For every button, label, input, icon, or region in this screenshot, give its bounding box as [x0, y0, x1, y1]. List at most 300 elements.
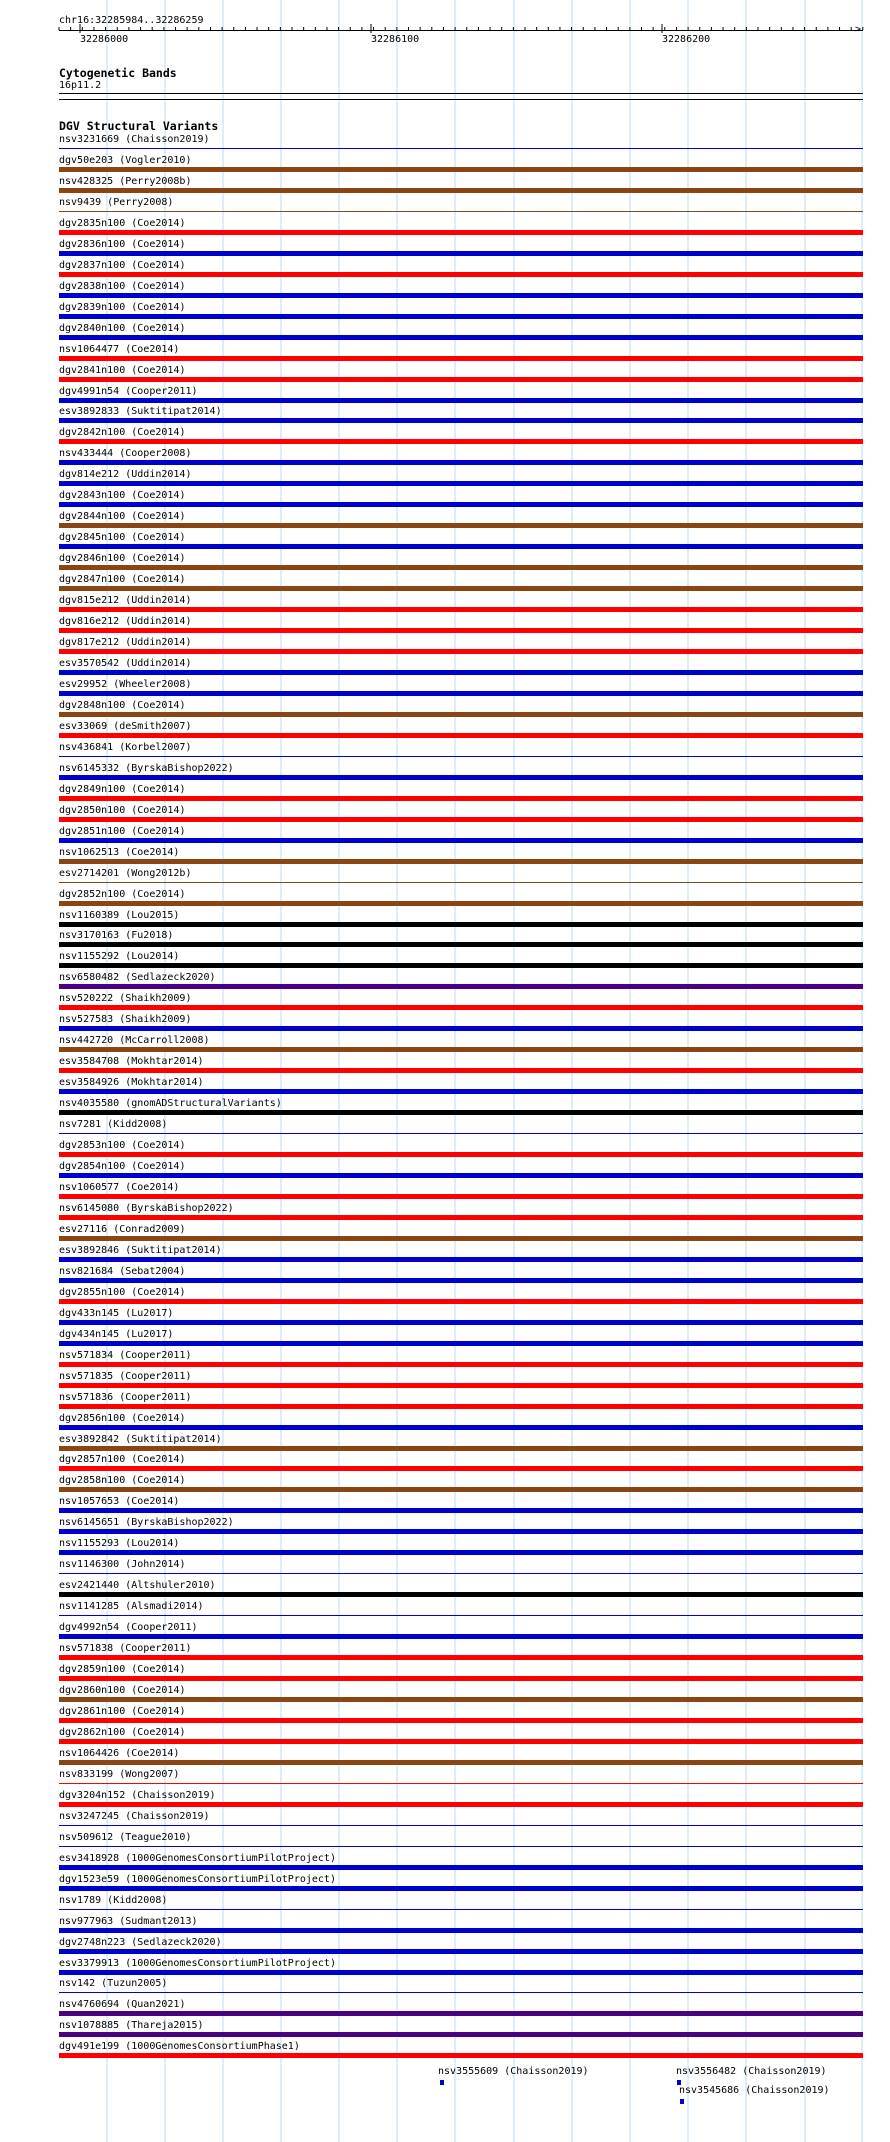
- variant-label[interactable]: [59, 427, 185, 439]
- paren-open: (: [119, 1999, 132, 2011]
- variant-bar[interactable]: [59, 1299, 863, 1304]
- variant-id: nsv571834: [59, 1349, 114, 1361]
- variant-label[interactable]: [59, 972, 216, 984]
- variant-label[interactable]: [59, 1559, 185, 1571]
- variant-label[interactable]: [59, 386, 198, 398]
- paren-close: ): [185, 867, 192, 879]
- variant-bar[interactable]: [59, 1257, 863, 1262]
- variant-label[interactable]: [59, 1224, 185, 1236]
- paren-open: (: [125, 574, 138, 586]
- variant-id: dgv2857n100: [59, 1454, 126, 1466]
- variant-label[interactable]: [59, 406, 222, 418]
- cytoband-bar[interactable]: [59, 93, 863, 94]
- variant-id: nsv6580482: [59, 972, 120, 984]
- variant-bar[interactable]: [59, 756, 863, 757]
- variant-study: Coe2014: [137, 532, 180, 544]
- variant-label[interactable]: [59, 763, 234, 775]
- variant-bar[interactable]: [59, 2032, 863, 2037]
- variant-label[interactable]: [59, 1664, 185, 1676]
- variant-study: Cooper2011: [125, 1349, 186, 1361]
- paren-close: ): [179, 511, 186, 523]
- paren-close: ): [197, 2020, 204, 2032]
- variant-label[interactable]: [59, 700, 185, 712]
- paren-open: (: [119, 1622, 132, 1634]
- paren-close: ): [582, 2066, 589, 2077]
- variant-label[interactable]: [59, 1454, 185, 1466]
- variant-label[interactable]: [59, 1832, 191, 1844]
- variant-bar[interactable]: [59, 859, 863, 864]
- variant-study: Coe2014: [137, 1286, 180, 1298]
- paren-close: ): [161, 1894, 168, 1906]
- variant-label[interactable]: [59, 1392, 191, 1404]
- variant-bar[interactable]: [59, 1508, 863, 1513]
- variant-bar[interactable]: [59, 1487, 863, 1492]
- paren-open: (: [113, 1370, 126, 1382]
- variant-label[interactable]: [59, 1496, 179, 1508]
- variant-bar[interactable]: [59, 272, 863, 277]
- variant-bar[interactable]: [59, 2011, 863, 2016]
- paren-open: (: [119, 1852, 132, 1864]
- variant-bar[interactable]: [59, 1173, 863, 1178]
- variant-bar[interactable]: [59, 1026, 863, 1031]
- variant-bar[interactable]: [59, 922, 863, 927]
- variant-label[interactable]: [59, 1769, 179, 1781]
- small-variant-bar[interactable]: [440, 2080, 444, 2085]
- variant-bar[interactable]: [59, 167, 863, 172]
- paren-open: (: [125, 301, 138, 313]
- variant-bar[interactable]: [59, 188, 863, 193]
- paren-open: (: [125, 1161, 138, 1173]
- cytoband-track-title[interactable]: Cytogenetic Bands: [59, 66, 177, 80]
- variant-label[interactable]: [59, 1538, 179, 1550]
- variant-bar[interactable]: [59, 2053, 863, 2058]
- variant-bar[interactable]: [59, 1047, 863, 1052]
- variant-label[interactable]: [59, 1098, 282, 1110]
- variant-bar[interactable]: [59, 1655, 863, 1660]
- variant-label[interactable]: [59, 1622, 198, 1634]
- variant-study: Coe2014: [137, 364, 180, 376]
- variant-study: Coe2014: [137, 825, 180, 837]
- variant-bar[interactable]: [59, 293, 863, 298]
- variant-study: Chaisson2019: [748, 2066, 821, 2077]
- variant-id: dgv2838n100: [59, 280, 126, 292]
- variant-id: dgv2860n100: [59, 1685, 126, 1697]
- variant-bar[interactable]: [59, 1846, 863, 1847]
- variant-bar[interactable]: [59, 1446, 863, 1451]
- variant-bar[interactable]: [59, 1676, 863, 1681]
- paren-close: ): [173, 1182, 180, 1193]
- variant-label[interactable]: [59, 490, 185, 502]
- variant-label[interactable]: [59, 1077, 204, 1089]
- variant-bar[interactable]: [59, 1215, 863, 1220]
- variant-bar[interactable]: [59, 1928, 863, 1933]
- variant-label[interactable]: [59, 1308, 173, 1320]
- variant-bar[interactable]: [59, 963, 863, 968]
- variant-label[interactable]: [59, 1245, 222, 1257]
- variant-bar[interactable]: [59, 230, 863, 235]
- variant-label[interactable]: [59, 930, 173, 942]
- variant-label[interactable]: [59, 847, 179, 859]
- variant-label[interactable]: [59, 134, 210, 146]
- variant-bar[interactable]: [59, 523, 863, 528]
- variant-bar[interactable]: [59, 712, 863, 717]
- paren-open: (: [739, 2085, 752, 2096]
- variant-label[interactable]: [59, 469, 191, 481]
- variant-label[interactable]: [59, 1895, 167, 1907]
- variant-label[interactable]: [59, 2020, 204, 2032]
- variant-label[interactable]: [59, 1748, 179, 1760]
- variant-bar[interactable]: [59, 211, 863, 212]
- variant-label[interactable]: [59, 1014, 191, 1026]
- cytoband-label: 16p11.2: [59, 80, 102, 91]
- variant-label[interactable]: [59, 1413, 185, 1425]
- variant-label[interactable]: [59, 993, 191, 1005]
- variant-bar[interactable]: [59, 1068, 863, 1073]
- variant-label[interactable]: [59, 1517, 234, 1529]
- variant-label[interactable]: [59, 868, 191, 880]
- paren-close: ): [209, 1580, 216, 1592]
- variant-bar[interactable]: [59, 817, 863, 822]
- paren-close: ): [329, 1852, 336, 1864]
- paren-open: (: [113, 1391, 126, 1403]
- variant-bar[interactable]: [59, 1865, 863, 1870]
- variant-bar[interactable]: [59, 882, 863, 883]
- variant-label[interactable]: [59, 951, 179, 963]
- variant-label[interactable]: [59, 1727, 185, 1739]
- variant-id: nsv1078885: [59, 2020, 120, 2032]
- variant-study: Shaikh2009: [125, 1014, 186, 1026]
- paren-close: ): [167, 930, 174, 942]
- variant-label[interactable]: [59, 1371, 191, 1383]
- paren-close: ): [185, 1014, 192, 1026]
- variant-label[interactable]: [59, 1978, 167, 1990]
- variant-label[interactable]: [59, 1475, 185, 1487]
- variant-label[interactable]: [59, 1119, 167, 1131]
- variant-bar[interactable]: [59, 251, 863, 256]
- variant-id: nsv4035580: [59, 1098, 120, 1110]
- variant-label[interactable]: [59, 637, 191, 649]
- variant-label[interactable]: [59, 176, 191, 188]
- paren-close: ): [197, 1056, 204, 1068]
- variant-bar[interactable]: [59, 1634, 863, 1639]
- paren-close: ): [167, 1307, 174, 1319]
- paren-open: (: [113, 1265, 126, 1277]
- variant-label[interactable]: [59, 260, 185, 272]
- variant-study: Alsmadi2014: [131, 1601, 198, 1613]
- variant-id: dgv2847n100: [59, 574, 126, 586]
- variant-study: Coe2014: [137, 574, 180, 586]
- variant-id: nsv1062513: [59, 846, 120, 858]
- variant-label[interactable]: [59, 448, 191, 460]
- variant-label[interactable]: [59, 1287, 185, 1299]
- variant-bar[interactable]: [59, 1550, 863, 1555]
- variant-bar[interactable]: [59, 460, 863, 465]
- variant-bar[interactable]: [59, 481, 863, 486]
- variant-study: 1000GenomesConsortiumPilotProject: [131, 1852, 330, 1864]
- variant-label[interactable]: [59, 1853, 336, 1865]
- variant-bar[interactable]: [59, 628, 863, 633]
- paren-close: ): [179, 888, 186, 900]
- paren-open: (: [125, 1475, 138, 1487]
- paren-close: ): [329, 1873, 336, 1885]
- variant-bar[interactable]: [59, 1236, 863, 1241]
- small-variant-bar[interactable]: [680, 2099, 684, 2104]
- paren-open: (: [125, 783, 138, 795]
- paren-open: (: [119, 385, 132, 397]
- variant-study: Coe2014: [137, 238, 180, 250]
- variant-bar[interactable]: [59, 398, 863, 403]
- variant-study: Coe2014: [137, 699, 180, 711]
- variant-study: Sudmant2013: [125, 1915, 192, 1927]
- paren-open: (: [119, 762, 132, 774]
- variant-label[interactable]: [59, 365, 185, 377]
- variant-study: Coe2014: [131, 846, 174, 858]
- variant-label[interactable]: [59, 1140, 185, 1152]
- variant-bar[interactable]: [59, 1949, 863, 1954]
- variant-label[interactable]: [59, 1706, 185, 1718]
- paren-open: (: [119, 1810, 132, 1822]
- variant-label[interactable]: [59, 1350, 191, 1362]
- variant-bar[interactable]: [59, 1825, 863, 1826]
- variant-bar[interactable]: [59, 502, 863, 507]
- variant-label[interactable]: [59, 1790, 216, 1802]
- variant-study: Uddin2014: [131, 637, 186, 649]
- ruler-ticks: [0, 0, 890, 40]
- variant-bar[interactable]: [59, 1320, 863, 1325]
- variant-bar[interactable]: [59, 1615, 863, 1616]
- variant-bar[interactable]: [59, 1970, 863, 1975]
- paren-close: ): [209, 972, 216, 984]
- variant-label[interactable]: [59, 1937, 222, 1949]
- paren-open: (: [125, 1664, 138, 1676]
- paren-close: ): [191, 385, 198, 397]
- paren-close: ): [820, 2066, 827, 2077]
- variant-bar[interactable]: [59, 984, 863, 989]
- variant-bar[interactable]: [59, 733, 863, 738]
- paren-open: (: [125, 427, 138, 439]
- variant-id: nsv142: [59, 1978, 96, 1990]
- variant-bar[interactable]: [59, 607, 863, 612]
- variant-label[interactable]: [59, 553, 185, 565]
- variant-study: Cooper2008: [125, 448, 186, 460]
- paren-close: ): [179, 238, 186, 250]
- variant-bar[interactable]: [59, 1739, 863, 1744]
- variant-label[interactable]: [59, 616, 191, 628]
- dgv-track-title[interactable]: DGV Structural Variants: [59, 119, 219, 133]
- variant-label[interactable]: [59, 910, 179, 922]
- variant-label[interactable]: [59, 1434, 222, 1446]
- variant-label[interactable]: [59, 1203, 234, 1215]
- variant-id: dgv2840n100: [59, 322, 126, 334]
- variant-label[interactable]: [59, 1685, 185, 1697]
- paren-close: ): [179, 259, 186, 271]
- variant-label[interactable]: [59, 532, 185, 544]
- variant-bar[interactable]: [59, 1802, 863, 1807]
- variant-bar[interactable]: [59, 838, 863, 843]
- variant-study: Quan2021: [131, 1999, 180, 2011]
- variant-label[interactable]: [59, 2041, 300, 2053]
- variant-label[interactable]: [59, 805, 185, 817]
- variant-bar[interactable]: [59, 796, 863, 801]
- variant-bar[interactable]: [59, 649, 863, 654]
- variant-bar[interactable]: [59, 1783, 863, 1784]
- variant-label[interactable]: [59, 1329, 173, 1341]
- paren-open: (: [119, 637, 132, 649]
- variant-bar[interactable]: [59, 1992, 863, 1993]
- variant-label[interactable]: [59, 826, 185, 838]
- variant-bar[interactable]: [59, 1362, 863, 1367]
- variant-bar[interactable]: [59, 1341, 863, 1346]
- variant-label[interactable]: [59, 742, 191, 754]
- variant-label[interactable]: [59, 239, 185, 251]
- paren-close: ): [227, 1517, 234, 1529]
- variant-id: nsv1064477: [59, 343, 120, 355]
- variant-label[interactable]: [59, 1874, 336, 1886]
- variant-id: nsv520222: [59, 993, 114, 1005]
- variant-study: Coe2014: [137, 427, 180, 439]
- variant-bar[interactable]: [59, 1760, 863, 1765]
- variant-bar[interactable]: [59, 1697, 863, 1702]
- variant-label[interactable]: [59, 784, 185, 796]
- variant-label[interactable]: [59, 1182, 179, 1194]
- paren-close: ): [185, 1391, 192, 1403]
- variant-bar[interactable]: [59, 439, 863, 444]
- variant-bar[interactable]: [59, 1278, 863, 1283]
- variant-label[interactable]: [59, 1056, 204, 1068]
- variant-label[interactable]: [59, 721, 191, 733]
- variant-bar[interactable]: [59, 314, 863, 319]
- variant-study: Coe2014: [137, 1475, 180, 1487]
- variant-label[interactable]: [59, 595, 191, 607]
- variant-bar[interactable]: [59, 1886, 863, 1891]
- variant-bar[interactable]: [59, 1110, 863, 1115]
- paren-close: ): [293, 2041, 300, 2053]
- paren-open: (: [119, 1307, 132, 1319]
- variant-label[interactable]: [59, 679, 191, 691]
- variant-label[interactable]: [59, 1266, 185, 1278]
- variant-label[interactable]: [59, 1035, 210, 1047]
- variant-id: dgv817e212: [59, 637, 120, 649]
- paren-open: (: [119, 1098, 132, 1110]
- variant-bar[interactable]: [59, 1152, 863, 1157]
- paren-open: (: [119, 1182, 132, 1193]
- variant-bar[interactable]: [59, 775, 863, 780]
- variant-bar[interactable]: [59, 942, 863, 947]
- paren-open: (: [125, 1789, 138, 1801]
- variant-label[interactable]: [59, 1916, 198, 1928]
- variant-bar[interactable]: [59, 377, 863, 382]
- variant-bar[interactable]: [59, 901, 863, 906]
- variant-label[interactable]: [59, 1643, 191, 1655]
- variant-label[interactable]: [59, 1161, 185, 1173]
- paren-open: (: [125, 825, 138, 837]
- small-variant-label[interactable]: [679, 2085, 830, 2097]
- paren-close: ): [191, 1622, 198, 1634]
- variant-study: Coe2014: [137, 1140, 180, 1152]
- variant-bar[interactable]: [59, 544, 863, 549]
- variant-bar[interactable]: [59, 1383, 863, 1388]
- variant-id: nsv433444: [59, 448, 114, 460]
- variant-label[interactable]: [59, 155, 191, 167]
- variant-bar[interactable]: [59, 1466, 863, 1471]
- small-variant-label[interactable]: [438, 2066, 589, 2078]
- variant-bar[interactable]: [59, 1425, 863, 1430]
- variant-label[interactable]: [59, 1958, 336, 1970]
- paren-close: ): [179, 1685, 186, 1697]
- paren-open: (: [119, 658, 132, 669]
- variant-label[interactable]: [59, 197, 173, 209]
- paren-close: ): [179, 301, 186, 313]
- variant-bar[interactable]: [59, 670, 863, 675]
- variant-label[interactable]: [59, 574, 185, 586]
- variant-label[interactable]: [59, 889, 185, 901]
- variant-bar[interactable]: [59, 1592, 863, 1597]
- variant-id: dgv4991n54: [59, 385, 120, 397]
- paren-open: (: [125, 1454, 138, 1466]
- variant-study: Uddin2014: [131, 595, 186, 607]
- paren-close: ): [823, 2085, 830, 2096]
- variant-bar[interactable]: [59, 1573, 863, 1574]
- variant-bar[interactable]: [59, 1194, 863, 1199]
- paren-close: ): [215, 1936, 222, 1948]
- small-variant-label[interactable]: [676, 2066, 827, 2078]
- paren-close: ): [161, 1978, 168, 1990]
- paren-close: ): [185, 1370, 192, 1382]
- variant-label[interactable]: [59, 1580, 216, 1592]
- variant-bar[interactable]: [59, 1718, 863, 1723]
- variant-label[interactable]: [59, 1999, 185, 2011]
- paren-open: (: [119, 1202, 132, 1214]
- paren-open: (: [125, 1685, 138, 1697]
- variant-bar[interactable]: [59, 418, 863, 423]
- variant-bar[interactable]: [59, 691, 863, 696]
- variant-label[interactable]: [59, 302, 185, 314]
- variant-id: dgv816e212: [59, 616, 120, 628]
- paren-close: ): [173, 1768, 180, 1780]
- variant-label[interactable]: [59, 218, 185, 230]
- variant-label[interactable]: [59, 281, 185, 293]
- variant-bar[interactable]: [59, 1404, 863, 1409]
- variant-bar[interactable]: [59, 1529, 863, 1534]
- variant-label[interactable]: [59, 344, 179, 356]
- variant-study: McCarroll2008: [125, 1035, 204, 1047]
- variant-label[interactable]: [59, 658, 191, 670]
- paren-open: (: [107, 1223, 120, 1235]
- variant-bar[interactable]: [59, 1005, 863, 1010]
- variant-bar[interactable]: [59, 565, 863, 570]
- variant-bar[interactable]: [59, 1133, 863, 1134]
- variant-study: Coe2014: [137, 1726, 180, 1738]
- variant-id: nsv436841: [59, 741, 114, 753]
- variant-label[interactable]: [59, 1601, 204, 1613]
- paren-open: (: [119, 616, 132, 628]
- variant-bar[interactable]: [59, 586, 863, 591]
- variant-bar[interactable]: [59, 148, 863, 149]
- variant-bar[interactable]: [59, 356, 863, 361]
- variant-study: Coe2014: [137, 259, 180, 271]
- paren-close: ): [215, 1433, 222, 1445]
- variant-label[interactable]: [59, 511, 185, 523]
- variant-bar[interactable]: [59, 1909, 863, 1910]
- variant-label[interactable]: [59, 323, 185, 335]
- variant-study: Cooper2011: [131, 385, 192, 397]
- variant-bar[interactable]: [59, 335, 863, 340]
- variant-label[interactable]: [59, 1811, 210, 1823]
- variant-study: Lou2014: [131, 1538, 174, 1550]
- cytoband-bar-bottom: [59, 99, 863, 100]
- variant-bar[interactable]: [59, 1089, 863, 1094]
- variant-id: nsv1064426: [59, 1747, 120, 1759]
